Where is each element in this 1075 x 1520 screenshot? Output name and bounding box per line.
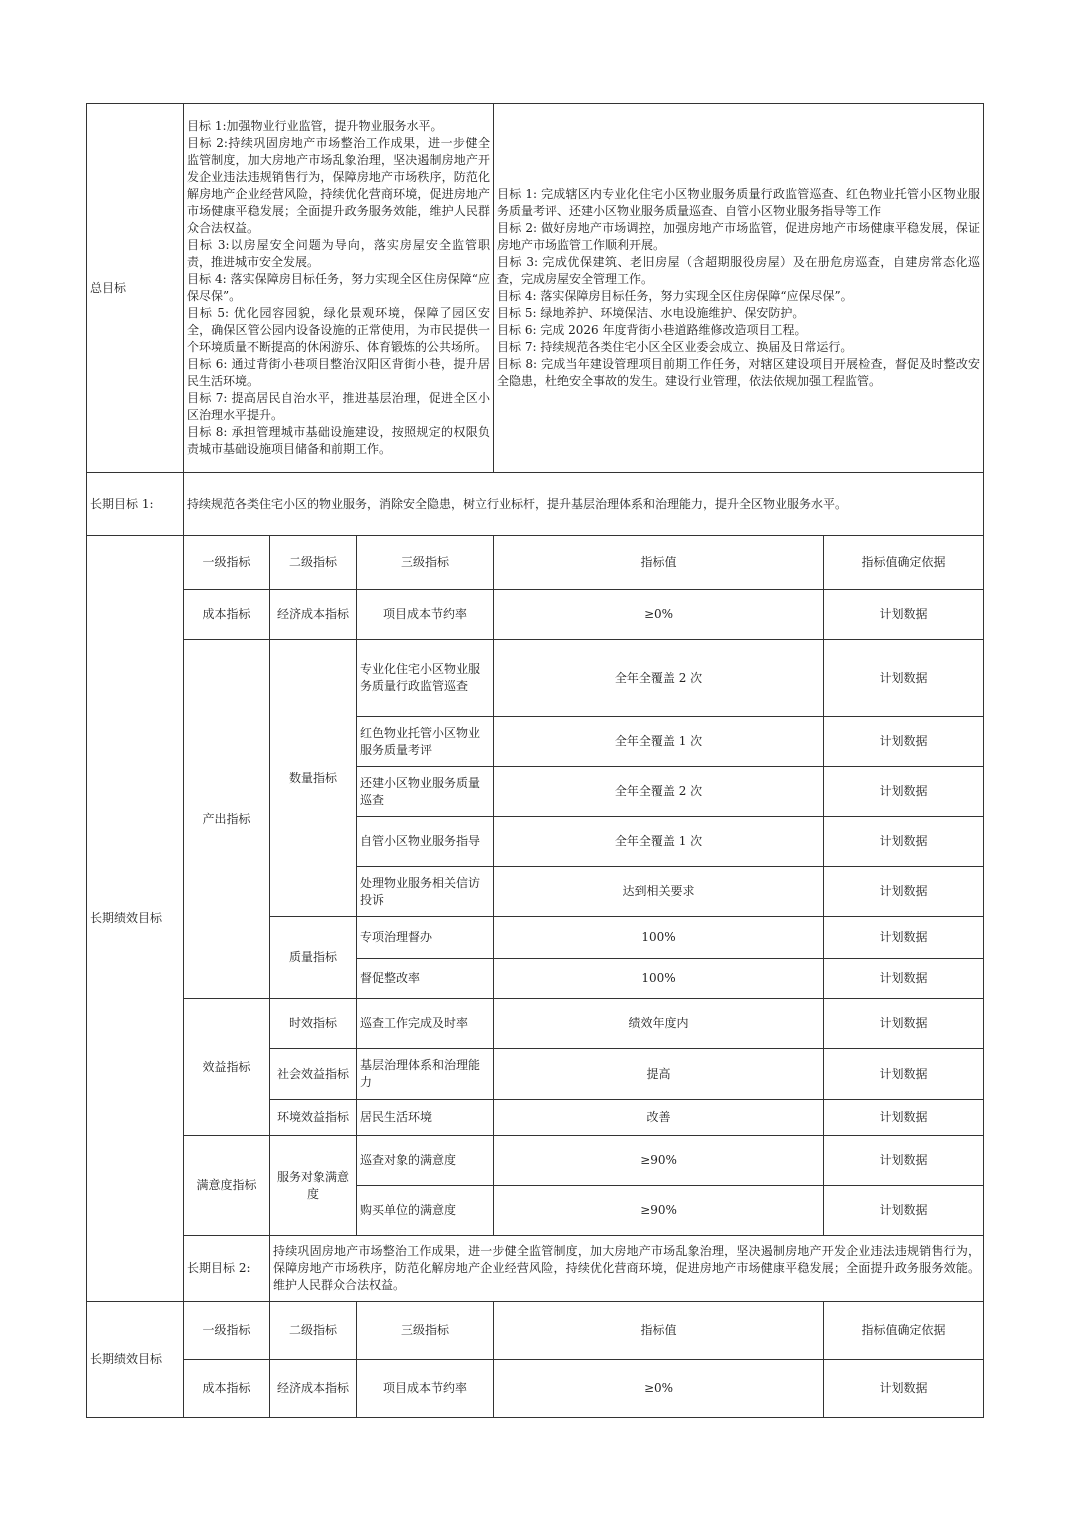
satisfaction-basis: 计划数据 (824, 1186, 984, 1236)
benefit-value: 绩效年度内 (494, 999, 824, 1049)
benefit-value: 改善 (494, 1100, 824, 1136)
left-goal-8: 目标 8: 承担管理城市基础设施建设，按照规定的权限负责城市基础设施项目储备和前期工作。 (187, 425, 491, 456)
cost-basis: 计划数据 (824, 590, 984, 640)
left-goal-4: 目标 4: 落实保障房目标任务，努力实现全区住房保障“应保尽保”。 (187, 272, 491, 303)
quantity-l3: 处理物业服务相关信访投诉 (357, 867, 494, 917)
quantity-value: 全年全覆盖 2 次 (494, 767, 824, 817)
quantity-value: 全年全覆盖 1 次 (494, 717, 824, 767)
quantity-value: 全年全覆盖 2 次 (494, 640, 824, 717)
benefit-l3: 巡查工作完成及时率 (357, 999, 494, 1049)
benefit-basis: 计划数据 (824, 1100, 984, 1136)
quality-basis: 计划数据 (824, 959, 984, 999)
perf1-label: 长期绩效目标 (87, 536, 184, 1302)
header-level1: 一级指标 (184, 1302, 270, 1360)
output-l1: 产出指标 (184, 640, 270, 999)
cost-l2: 经济成本指标 (270, 1360, 357, 1418)
cost-value: ≥0% (494, 1360, 824, 1418)
cost-l1: 成本指标 (184, 1360, 270, 1418)
benefit-l1: 效益指标 (184, 999, 270, 1136)
quantity-value: 全年全覆盖 1 次 (494, 817, 824, 867)
perf2-label: 长期绩效目标 (87, 1302, 184, 1418)
quantity-basis: 计划数据 (824, 817, 984, 867)
cost-value: ≥0% (494, 590, 824, 640)
header-basis: 指标值确定依据 (824, 536, 984, 590)
quality-value: 100% (494, 959, 824, 999)
header-level3: 三级指标 (357, 536, 494, 590)
left-goal-5: 目标 5: 优化园容园貌，绿化景观环境，保障了园区安全，确保区管公园内设备设施的正常使用，为市民提供一个环境质量不断提高的休闲游乐、体育锻炼的公共场所。 (187, 306, 491, 354)
quality-l3: 督促整改率 (357, 959, 494, 999)
satisfaction-l3: 购买单位的满意度 (357, 1186, 494, 1236)
right-goal-6: 目标 6: 完成 2026 年度背街小巷道路维修改造项目工程。 (497, 323, 807, 337)
header-level2: 二级指标 (270, 536, 357, 590)
left-goal-1: 目标 1:加强物业行业监管，提升物业服务水平。 (187, 119, 443, 133)
benefit-l3: 居民生活环境 (357, 1100, 494, 1136)
quantity-l3: 还建小区物业服务质量巡查 (357, 767, 494, 817)
cost-basis: 计划数据 (824, 1360, 984, 1418)
benefit-l2: 时效指标 (270, 999, 357, 1049)
quantity-basis: 计划数据 (824, 867, 984, 917)
left-goal-7: 目标 7: 提高居民自治水平，推进基层治理，促进全区小区治理水平提升。 (187, 391, 491, 422)
long-term-goal-2-text: 持续巩固房地产市场整治工作成果，进一步健全监管制度，加大房地产市场乱象治理，坚决遏制房地产开发企业违法违规销售行为，保障房地产市场秩序，防范化解房地产企业经营风险，持续优化营商环境，促进房地产市场健康平稳发展；全面提升政务服务效能。维护人民群众合法权益。 (270, 1236, 984, 1302)
perf2-header-row (87, 1302, 984, 1360)
overall-goal-row (87, 104, 984, 473)
satisfaction-value: ≥90% (494, 1136, 824, 1186)
left-goal-3: 目标 3:以房屋安全问题为导向，落实房屋安全监管职责，推进城市安全发展。 (187, 238, 491, 269)
satisfaction-l2: 服务对象满意度 (270, 1136, 357, 1236)
right-goal-3: 目标 3: 完成优保建筑、老旧房屋（含超期服役房屋）及在册危房巡查，自建房常态化巡查，完成房屋安全管理工作。 (497, 255, 981, 286)
satisfaction-basis: 计划数据 (824, 1136, 984, 1186)
benefit-basis: 计划数据 (824, 999, 984, 1049)
header-basis: 指标值确定依据 (824, 1302, 984, 1360)
cost-l3: 项目成本节约率 (357, 1360, 494, 1418)
quantity-l3: 红色物业托管小区物业服务质量考评 (357, 717, 494, 767)
quantity-l2: 数量指标 (270, 640, 357, 917)
benefit-l3: 基层治理体系和治理能力 (357, 1049, 494, 1100)
quality-value: 100% (494, 917, 824, 959)
table-row (87, 1360, 984, 1418)
cost-l3: 项目成本节约率 (357, 590, 494, 640)
satisfaction-l3: 巡查对象的满意度 (357, 1136, 494, 1186)
benefit-basis: 计划数据 (824, 1049, 984, 1100)
long-term-goal-1-row (87, 473, 984, 536)
satisfaction-value: ≥90% (494, 1186, 824, 1236)
right-goal-8: 目标 8: 完成当年建设管理项目前期工作任务，对辖区建设项目开展检查，督促及时整改安全隐患，杜绝安全事故的发生。建设行业管理，依法依规加强工程监管。 (497, 357, 981, 388)
header-value: 指标值 (494, 536, 824, 590)
quantity-basis: 计划数据 (824, 640, 984, 717)
table-row (87, 1136, 984, 1186)
performance-goal-table (86, 103, 984, 1418)
table-row (87, 590, 984, 640)
long-term-goal-1-text: 持续规范各类住宅小区的物业服务，消除安全隐患，树立行业标杆，提升基层治理体系和治理能力，提升全区物业服务水平。 (184, 473, 984, 536)
benefit-l2: 环境效益指标 (270, 1100, 357, 1136)
long-term-goal-2-label: 长期目标 2: (184, 1236, 270, 1302)
quantity-basis: 计划数据 (824, 717, 984, 767)
header-level3: 三级指标 (357, 1302, 494, 1360)
quantity-basis: 计划数据 (824, 767, 984, 817)
quality-l2: 质量指标 (270, 917, 357, 999)
left-goal-2: 目标 2:持续巩固房地产市场整治工作成果，进一步健全监管制度，加大房地产市场乱象治理，坚决遏制房地产开发企业违法违规销售行为，保障房地产市场秩序，防范化解房地产企业经营风险，持续优化营商环境，促进房地产市场健康平稳发展；全面提升政务服务效能，维护人民群众合法权益。 (187, 136, 491, 235)
table-row (87, 640, 984, 717)
long-term-goal-2-row (87, 1236, 984, 1302)
right-goal-1: 目标 1: 完成辖区内专业化住宅小区物业服务质量行政监管巡查、红色物业托管小区物业服务质量考评、还建小区物业服务质量巡查、自管小区物业服务指导等工作 (497, 187, 981, 218)
right-goal-2: 目标 2: 做好房地产市场调控，加强房地产市场监管，促进房地产市场健康平稳发展，保证房地产市场监管工作顺利开展。 (497, 221, 981, 252)
benefit-l2: 社会效益指标 (270, 1049, 357, 1100)
header-level2: 二级指标 (270, 1302, 357, 1360)
header-value: 指标值 (494, 1302, 824, 1360)
quantity-l3: 专业化住宅小区物业服务质量行政监管巡查 (357, 640, 494, 717)
overall-goal-right (494, 104, 984, 473)
table-row (87, 999, 984, 1049)
right-goal-4: 目标 4: 落实保障房目标任务，努力实现全区住房保障“应保尽保”。 (497, 289, 853, 303)
long-term-goal-1-label: 长期目标 1: (87, 473, 184, 536)
overall-goal-label: 总目标 (87, 104, 184, 473)
cost-l2: 经济成本指标 (270, 590, 357, 640)
perf1-header-row (87, 536, 984, 590)
quality-l3: 专项治理督办 (357, 917, 494, 959)
header-level1: 一级指标 (184, 536, 270, 590)
left-goal-6: 目标 6: 通过背街小巷项目整治汉阳区背街小巷，提升居民生活环境。 (187, 357, 491, 388)
cost-l1: 成本指标 (184, 590, 270, 640)
right-goal-5: 目标 5: 绿地养护、环境保洁、水电设施维护、保安防护。 (497, 306, 805, 320)
right-goal-7: 目标 7: 持续规范各类住宅小区全区业委会成立、换届及日常运行。 (497, 340, 853, 354)
overall-goal-left (184, 104, 494, 473)
quantity-l3: 自管小区物业服务指导 (357, 817, 494, 867)
quality-basis: 计划数据 (824, 917, 984, 959)
benefit-value: 提高 (494, 1049, 824, 1100)
quantity-value: 达到相关要求 (494, 867, 824, 917)
satisfaction-l1: 满意度指标 (184, 1136, 270, 1236)
